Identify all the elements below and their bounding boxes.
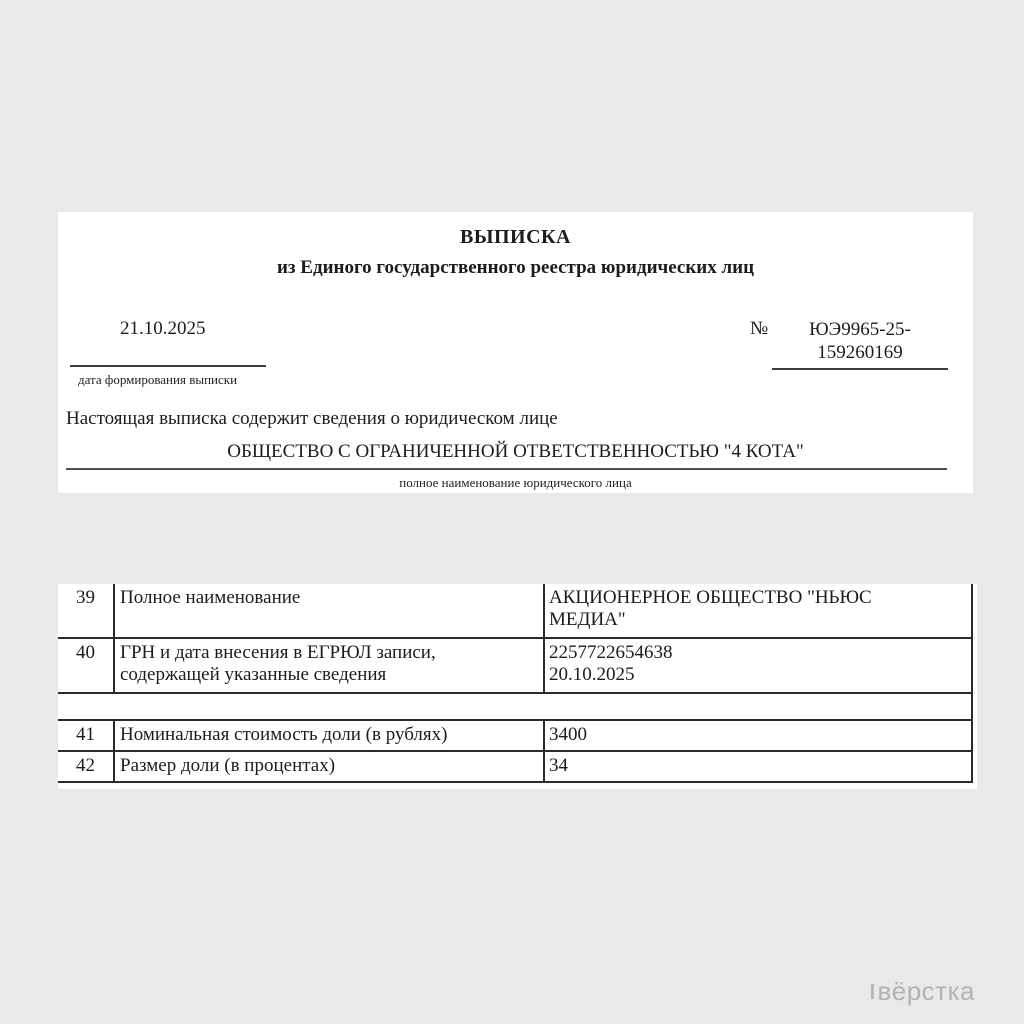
registry-table-sheet	[58, 584, 977, 789]
row-value-text2: 20.10.2025	[549, 664, 635, 685]
number-sign: №	[750, 318, 769, 339]
extract-number-line2: 159260169	[817, 342, 903, 363]
table-spacer-row	[58, 694, 973, 721]
row-number: 40	[76, 642, 95, 663]
table-row	[58, 639, 973, 694]
row-label-text: Номинальная стоимость доли (в рублях)	[120, 724, 448, 745]
row-label	[113, 721, 543, 750]
row-value	[543, 584, 971, 637]
verstka-watermark	[871, 976, 975, 1007]
row-label-text: ГРН и дата внесения в ЕГРЮЛ записи, содержащей указанные сведения	[120, 642, 436, 685]
row-label	[113, 752, 543, 781]
document-title: ВЫПИСКА	[460, 226, 571, 248]
row-value	[543, 639, 971, 692]
entity-name-underline	[66, 468, 947, 470]
table-row	[58, 584, 973, 639]
row-value-text: АКЦИОНЕРНОЕ ОБЩЕСТВО "НЬЮС МЕДИА"	[549, 587, 872, 630]
row-number: 42	[76, 755, 95, 776]
formation-date-value: 21.10.2025	[120, 318, 206, 339]
table-row	[58, 752, 973, 783]
entity-name-caption: полное наименование юридического лица	[399, 475, 632, 490]
extract-header-sheet	[58, 212, 973, 493]
row-value	[543, 721, 971, 750]
formation-date-underline	[70, 365, 266, 367]
table-row	[58, 721, 973, 752]
extract-number-line1: ЮЭ9965-25-	[809, 319, 911, 340]
watermark-bar-icon	[871, 984, 874, 999]
registry-table	[58, 584, 973, 783]
row-label-text: Размер доли (в процентах)	[120, 755, 336, 776]
intro-text: Настоящая выписка содержит сведения о юридическом лице	[66, 408, 558, 429]
row-value	[543, 752, 971, 781]
formation-date-caption: дата формирования выписки	[78, 372, 238, 387]
row-value-text: 34	[549, 755, 568, 776]
row-number: 39	[76, 587, 95, 608]
row-value-text: 2257722654638	[549, 642, 673, 663]
extract-number	[772, 318, 948, 364]
row-label	[113, 584, 543, 637]
watermark-label: вёрстка	[877, 976, 975, 1006]
row-value-text: 3400	[549, 724, 587, 745]
entity-name: ОБЩЕСТВО С ОГРАНИЧЕННОЙ ОТВЕТСТВЕННОСТЬЮ "4 КОТА"	[227, 441, 804, 462]
extract-number-underline	[772, 368, 948, 370]
row-number: 41	[76, 724, 95, 745]
row-label	[113, 639, 543, 692]
document-subtitle: из Единого государственного реестра юридических лиц	[276, 257, 755, 278]
row-label-text: Полное наименование	[120, 587, 301, 608]
